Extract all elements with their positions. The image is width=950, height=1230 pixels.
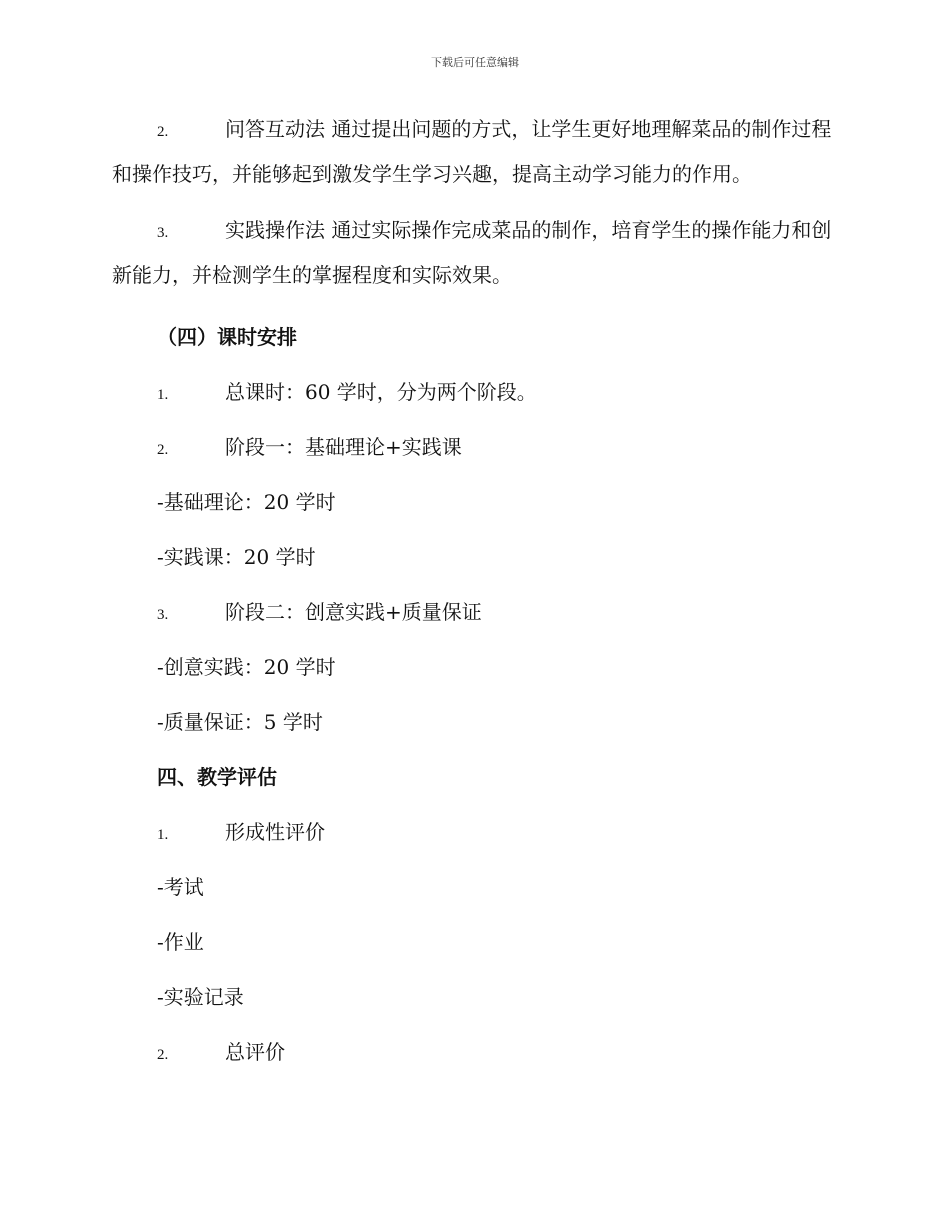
- evaluation-item-2: [112, 1025, 842, 1080]
- item-number: 2.: [157, 124, 169, 140]
- document-body: [112, 108, 842, 1080]
- item-text: 阶段二：创意实践+质量保证: [225, 600, 482, 624]
- item-number: 1.: [157, 387, 169, 403]
- schedule-item-1: [112, 365, 842, 420]
- item-text: 阶段一：基础理论+实践课: [225, 435, 462, 459]
- method-paragraph-2: [112, 108, 842, 195]
- evaluation-heading: 四、教学评估: [157, 765, 277, 789]
- item-text: 总课时：60 学时，分为两个阶段。: [225, 380, 537, 404]
- schedule-item-2: [112, 420, 842, 475]
- evaluation-form: -实验记录: [157, 985, 244, 1009]
- item-number: 2.: [157, 1047, 169, 1063]
- item-number: 1.: [157, 827, 169, 843]
- page-header: 下载后可任意编辑: [431, 56, 519, 69]
- evaluation-form: -考试: [157, 875, 204, 899]
- item-text: 总评价: [225, 1040, 285, 1064]
- item-number: 3.: [157, 225, 169, 241]
- method-text: 实践操作法 通过实际操作完成菜品的制作，培育学生的操作能力和创新能力，并检测学生的掌握程度和实际效果。: [112, 218, 832, 287]
- method-paragraph-3: [112, 209, 842, 296]
- schedule-item-3: [112, 585, 842, 640]
- stage2-subitem: -创意实践：20 学时: [157, 655, 336, 679]
- stage1-subitem: -基础理论：20 学时: [157, 490, 336, 514]
- item-text: 形成性评价: [225, 820, 325, 844]
- schedule-heading: （四）课时安排: [157, 325, 297, 349]
- stage2-subitem: -质量保证：5 学时: [157, 710, 323, 734]
- method-text: 问答互动法 通过提出问题的方式，让学生更好地理解菜品的制作过程和操作技巧，并能够起到激发学生学习兴趣，提高主动学习能力的作用。: [112, 117, 832, 186]
- evaluation-item-1: [112, 805, 842, 860]
- stage1-subitem: -实践课：20 学时: [157, 545, 316, 569]
- evaluation-form: -作业: [157, 930, 204, 954]
- item-number: 2.: [157, 442, 169, 458]
- item-number: 3.: [157, 607, 169, 623]
